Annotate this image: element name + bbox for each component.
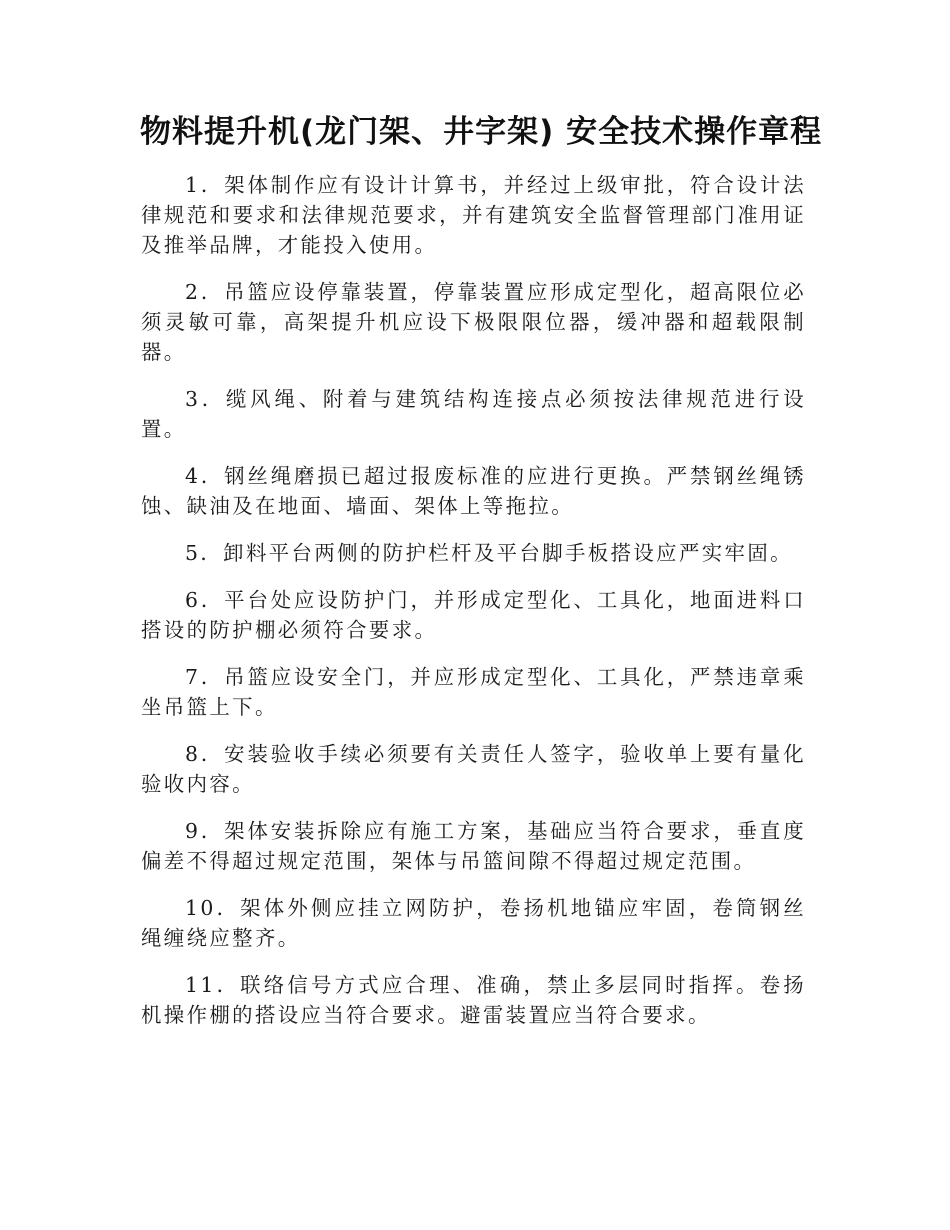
- paragraph-6: 6．平台处应设防护门，并形成定型化、工具化，地面进料口搭设的防护棚必须符合要求。: [141, 588, 806, 642]
- paragraph-4: 4．钢丝绳磨损已超过报废标准的应进行更换。严禁钢丝绳锈蚀、缺油及在地面、墙面、架体上等拖拉。: [141, 464, 806, 518]
- document-title: 物料提升机(龙门架、井字架) 安全技术操作章程: [140, 114, 823, 150]
- paragraph-3: 3．缆风绳、附着与建筑结构连接点必须按法律规范进行设置。: [141, 387, 806, 441]
- document-body: [141, 170, 806, 1047]
- paragraph-9: 9．架体安装拆除应有施工方案，基础应当符合要求，垂直度偏差不得超过规定范围，架体与吊篮间隙不得超过规定范围。: [141, 819, 806, 873]
- paragraph-7: 7．吊篮应设安全门，并应形成定型化、工具化，严禁违章乘坐吊篮上下。: [141, 665, 806, 719]
- paragraph-10: 10．架体外侧应挂立网防护，卷扬机地锚应牢固，卷筒钢丝绳缠绕应整齐。: [141, 896, 806, 950]
- paragraph-11: 11．联络信号方式应合理、准确，禁止多层同时指挥。卷扬机操作棚的搭设应当符合要求。避雷装置应当符合要求。: [141, 973, 806, 1027]
- paragraph-2: 2．吊篮应设停靠装置，停靠装置应形成定型化，超高限位必须灵敏可靠，高架提升机应设下极限限位器，缓冲器和超载限制器。: [141, 280, 806, 364]
- paragraph-8: 8．安装验收手续必须要有关责任人签字，验收单上要有量化验收内容。: [141, 742, 806, 796]
- paragraph-1: 1．架体制作应有设计计算书，并经过上级审批，符合设计法律规范和要求和法律规范要求，并有建筑安全监督管理部门准用证及推举品牌，才能投入使用。: [141, 173, 806, 257]
- paragraph-5: 5．卸料平台两侧的防护栏杆及平台脚手板搭设应严实牢固。: [185, 541, 793, 565]
